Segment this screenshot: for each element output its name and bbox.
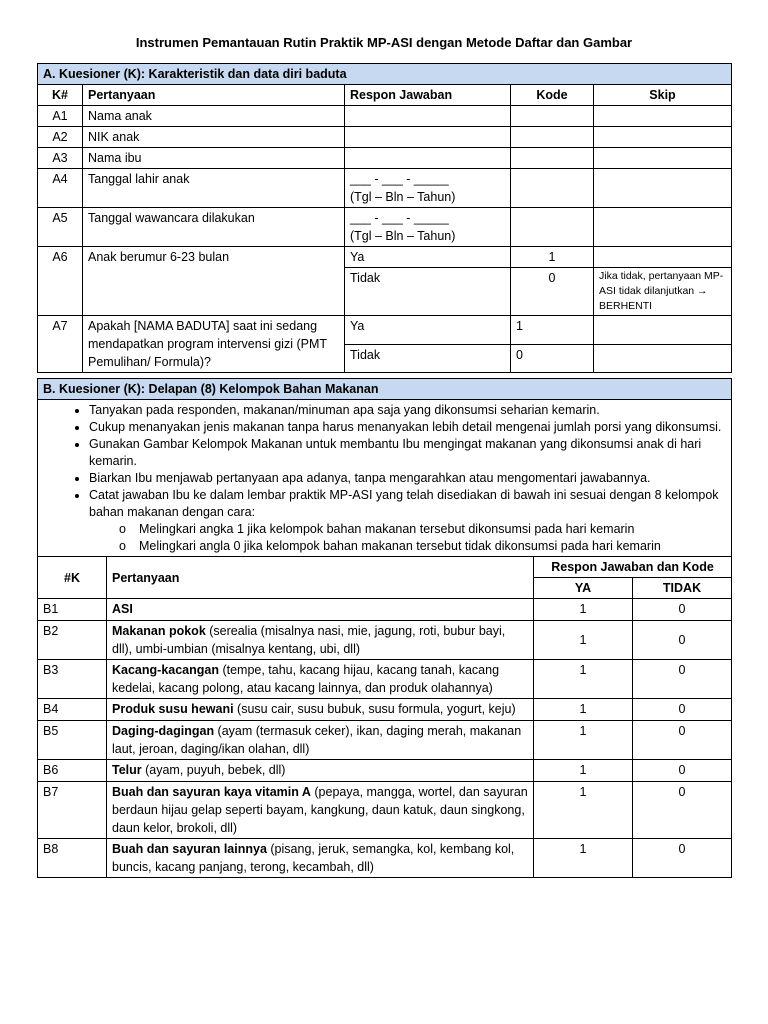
col-ya: YA bbox=[534, 578, 633, 599]
table-row bbox=[38, 660, 732, 699]
table-row bbox=[38, 699, 732, 721]
code-tidak[interactable]: 0 bbox=[633, 621, 732, 660]
section-a-table bbox=[37, 63, 732, 373]
food-group: Buah dan sayuran lainnya bbox=[112, 842, 267, 856]
option-tidak[interactable]: Tidak bbox=[345, 344, 511, 373]
table-row bbox=[38, 839, 732, 878]
instruction-item: • Catat jawaban Ibu ke dalam lembar praktik MP-ASI yang telah disediakan di bawah ini sesuai dengan 8 kelompok bahan makanan dengan cara: bbox=[89, 487, 726, 521]
answer-cell[interactable] bbox=[345, 106, 511, 127]
code-cell[interactable] bbox=[511, 106, 594, 127]
skip-cell bbox=[594, 169, 732, 208]
skip-cell bbox=[594, 208, 732, 247]
question bbox=[107, 760, 534, 782]
row-id: B6 bbox=[38, 760, 107, 782]
instruction-item: • Gunakan Gambar Kelompok Makanan untuk membantu Ibu mengingat makanan yang dikonsumsi anak di hari kemarin. bbox=[89, 436, 726, 470]
date-blank: ___ - ___ - _____ bbox=[350, 172, 449, 186]
table-row bbox=[38, 760, 732, 782]
table-row bbox=[38, 782, 732, 839]
question: Nama anak bbox=[83, 106, 345, 127]
date-hint: (Tgl – Bln – Tahun) bbox=[350, 229, 456, 243]
table-row bbox=[38, 148, 732, 169]
skip-cell bbox=[594, 148, 732, 169]
food-examples: (pepaya, mangga, wortel, dan sayuran berdaun hijau gelap seperti bayam, kangkung, daun katuk, daun singkong, daun kelor, brokoli, dll) bbox=[112, 785, 528, 835]
col-respon: Respon Jawaban bbox=[345, 85, 511, 106]
sub-instruction-item: o Melingkari angla 0 jika kelompok bahan makanan tersebut tidak dikonsumsi pada hari kemarin bbox=[139, 538, 726, 555]
section-a-heading: A. Kuesioner (K): Karakteristik dan data diri baduta bbox=[38, 64, 732, 85]
row-id: A7 bbox=[38, 316, 83, 373]
answer-cell[interactable] bbox=[345, 148, 511, 169]
col-k: #K bbox=[38, 557, 107, 599]
row-id: B3 bbox=[38, 660, 107, 699]
code-tidak[interactable]: 0 bbox=[633, 782, 732, 839]
code-tidak[interactable]: 0 bbox=[633, 721, 732, 760]
row-id: A1 bbox=[38, 106, 83, 127]
question bbox=[107, 621, 534, 660]
row-id: A4 bbox=[38, 169, 83, 208]
instruction-item: • Cukup menanyakan jenis makanan tanpa harus menanyakan lebih detail mengenai jumlah porsi yang dikonsumsi. bbox=[89, 419, 726, 436]
instruction-list bbox=[43, 402, 726, 521]
food-group: Daging-dagingan bbox=[112, 724, 215, 738]
sub-instruction-item: o Melingkari angka 1 jika kelompok bahan makanan tersebut dikonsumsi pada hari kemarin bbox=[139, 521, 726, 538]
code-ya[interactable]: 1 bbox=[534, 699, 633, 721]
table-row bbox=[38, 621, 732, 660]
code-cell[interactable] bbox=[511, 127, 594, 148]
date-hint: (Tgl – Bln – Tahun) bbox=[350, 190, 456, 204]
question: Nama ibu bbox=[83, 148, 345, 169]
code-value[interactable]: 0 bbox=[511, 344, 594, 373]
food-group: Telur bbox=[112, 763, 142, 777]
code-ya[interactable]: 1 bbox=[534, 660, 633, 699]
table-row bbox=[38, 169, 732, 208]
skip-cell bbox=[594, 106, 732, 127]
row-id: A5 bbox=[38, 208, 83, 247]
col-kode: Kode bbox=[511, 85, 594, 106]
code-tidak[interactable]: 0 bbox=[633, 699, 732, 721]
skip-cell bbox=[594, 316, 732, 345]
instruction-item: • Tanyakan pada responden, makanan/minuman apa saja yang dikonsumsi seharian kemarin. bbox=[89, 402, 726, 419]
code-ya[interactable]: 1 bbox=[534, 782, 633, 839]
question: Apakah [NAMA BADUTA] saat ini sedang mendapatkan program intervensi gizi (PMT Pemulihan/ Formula)? bbox=[83, 316, 345, 373]
col-k: K# bbox=[38, 85, 83, 106]
row-id: A3 bbox=[38, 148, 83, 169]
code-tidak[interactable]: 0 bbox=[633, 660, 732, 699]
answer-cell[interactable] bbox=[345, 127, 511, 148]
question: Anak berumur 6-23 bulan bbox=[83, 247, 345, 316]
question: Tanggal wawancara dilakukan bbox=[83, 208, 345, 247]
section-b-heading: B. Kuesioner (K): Delapan (8) Kelompok Bahan Makanan bbox=[38, 379, 732, 400]
food-group: Produk susu hewani bbox=[112, 702, 234, 716]
food-group: Makanan pokok bbox=[112, 624, 206, 638]
question bbox=[107, 839, 534, 878]
code-value[interactable]: 1 bbox=[511, 316, 594, 345]
row-id: B1 bbox=[38, 599, 107, 621]
skip-cell bbox=[594, 127, 732, 148]
question bbox=[107, 721, 534, 760]
code-ya[interactable]: 1 bbox=[534, 839, 633, 878]
skip-cell bbox=[594, 247, 732, 268]
table-row bbox=[38, 599, 732, 621]
col-respon-kode: Respon Jawaban dan Kode bbox=[534, 557, 732, 578]
food-examples: (ayam (termasuk ceker), ikan, daging merah, makanan laut, jeroan, daging/ikan olahan, dll) bbox=[112, 724, 522, 756]
row-id: A2 bbox=[38, 127, 83, 148]
skip-cell bbox=[594, 344, 732, 373]
table-row bbox=[38, 316, 732, 345]
table-row bbox=[38, 208, 732, 247]
answer-cell[interactable] bbox=[345, 169, 511, 208]
code-ya[interactable]: 1 bbox=[534, 760, 633, 782]
question bbox=[107, 699, 534, 721]
row-id: B4 bbox=[38, 699, 107, 721]
answer-cell[interactable] bbox=[345, 208, 511, 247]
question: Tanggal lahir anak bbox=[83, 169, 345, 208]
section-b-table bbox=[37, 378, 732, 878]
food-group: Kacang-kacangan bbox=[112, 663, 219, 677]
code-tidak[interactable]: 0 bbox=[633, 760, 732, 782]
option-ya[interactable]: Ya bbox=[345, 316, 511, 345]
code-ya[interactable]: 1 bbox=[534, 721, 633, 760]
instruction-item: • Biarkan Ibu menjawab pertanyaan apa adanya, tanpa mengarahkan atau mengomentari jawabannya. bbox=[89, 470, 726, 487]
code-tidak[interactable]: 0 bbox=[633, 839, 732, 878]
date-blank: ___ - ___ - _____ bbox=[350, 211, 449, 225]
option-ya[interactable]: Ya bbox=[345, 247, 511, 268]
skip-instruction: Jika tidak, pertanyaan MP-ASI tidak dilanjutkan → BERHENTI bbox=[594, 268, 732, 316]
sub-instruction-list bbox=[43, 521, 726, 555]
row-id: B5 bbox=[38, 721, 107, 760]
food-examples: (susu cair, susu bubuk, susu formula, yogurt, keju) bbox=[233, 702, 516, 716]
row-id: B2 bbox=[38, 621, 107, 660]
col-tidak: TIDAK bbox=[633, 578, 732, 599]
food-examples: (pisang, jeruk, semangka, kol, kembang kol, buncis, kacang panjang, terong, kecambah, dll) bbox=[112, 842, 515, 874]
table-row bbox=[38, 127, 732, 148]
code-ya[interactable]: 1 bbox=[534, 621, 633, 660]
instructions-box bbox=[38, 400, 732, 557]
table-row bbox=[38, 247, 732, 268]
col-pertanyaan: Pertanyaan bbox=[107, 557, 534, 599]
food-group: Buah dan sayuran kaya vitamin A bbox=[112, 785, 311, 799]
code-ya[interactable]: 1 bbox=[534, 599, 633, 621]
option-tidak[interactable]: Tidak bbox=[345, 268, 511, 316]
table-row bbox=[38, 106, 732, 127]
code-cell[interactable] bbox=[511, 148, 594, 169]
row-id: A6 bbox=[38, 247, 83, 316]
food-examples: (ayam, puyuh, bebek, dll) bbox=[141, 763, 286, 777]
col-pertanyaan: Pertanyaan bbox=[83, 85, 345, 106]
table-row bbox=[38, 721, 732, 760]
code-cell[interactable] bbox=[511, 169, 594, 208]
code-value[interactable]: 0 bbox=[511, 268, 594, 316]
row-id: B7 bbox=[38, 782, 107, 839]
row-id: B8 bbox=[38, 839, 107, 878]
page-title: Instrumen Pemantauan Rutin Praktik MP-ASI dengan Metode Daftar dan Gambar bbox=[135, 35, 633, 50]
food-group: ASI bbox=[112, 602, 133, 616]
code-cell[interactable] bbox=[511, 208, 594, 247]
question bbox=[107, 782, 534, 839]
question: NIK anak bbox=[83, 127, 345, 148]
question bbox=[107, 599, 534, 621]
code-value[interactable]: 1 bbox=[511, 247, 594, 268]
food-examples: (tempe, tahu, kacang hijau, kacang tanah, kacang kedelai, kacang polong, atau kacang lainnya, dan produk olahannya) bbox=[112, 663, 500, 695]
question bbox=[107, 660, 534, 699]
code-tidak[interactable]: 0 bbox=[633, 599, 732, 621]
col-skip: Skip bbox=[594, 85, 732, 106]
food-examples: (serealia (misalnya nasi, mie, jagung, roti, bubur bayi, dll), umbi-umbian (misalnya kentang, ubi, dll) bbox=[112, 624, 506, 656]
